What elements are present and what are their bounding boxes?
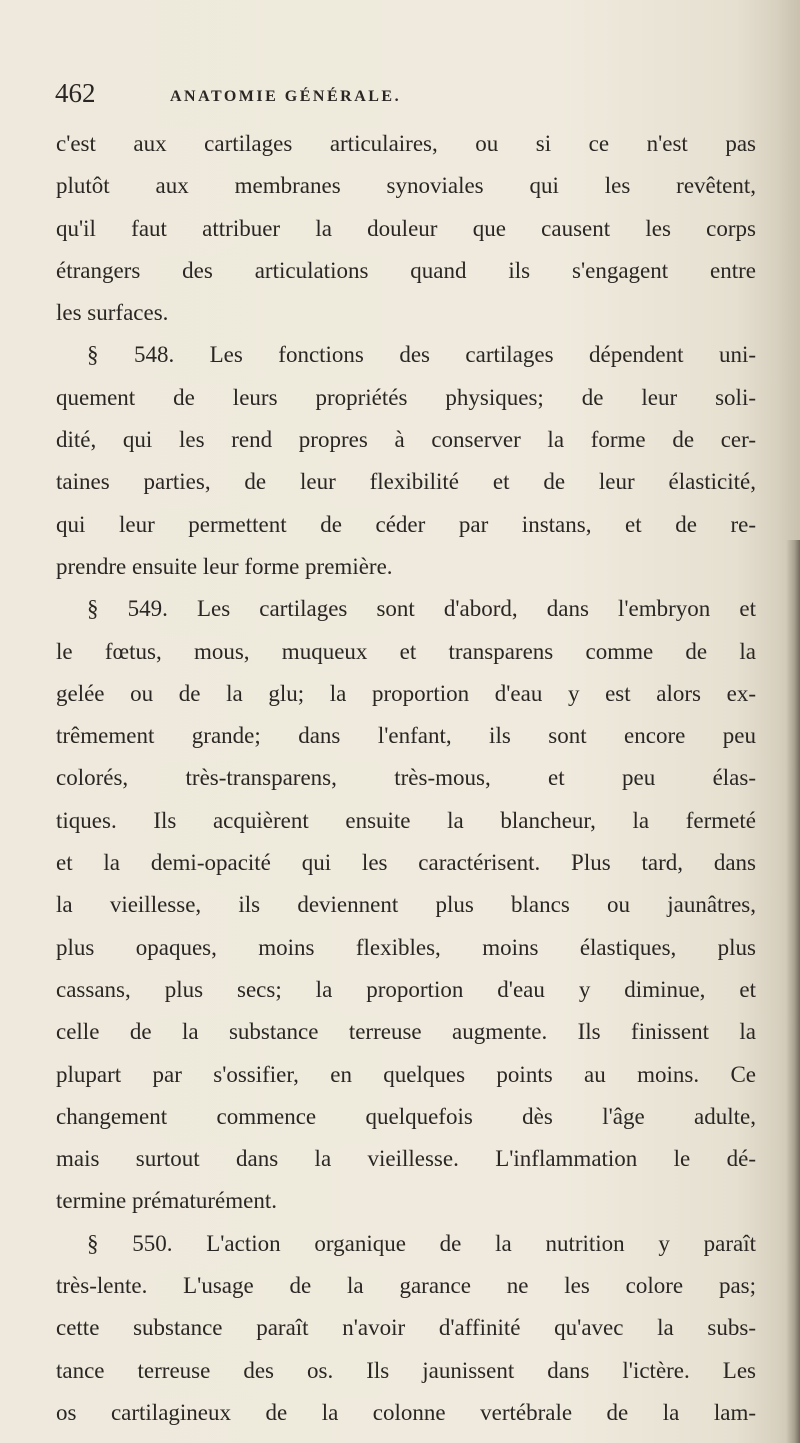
body-text <box>56 123 756 1434</box>
running-title: ANATOMIE GÉNÉRALE. <box>170 88 402 105</box>
text-line: os cartilagineux de la colonne vertébrale de la lam- <box>56 1399 756 1425</box>
text-line: plus opaques, moins flexibles, moins élastiques, plus <box>56 934 756 960</box>
text-line: qu'il faut attribuer la douleur que causent les corps <box>56 215 756 241</box>
text-line: étrangers des articulations quand ils s'engagent entre <box>56 257 756 283</box>
text-line: plupart par s'ossifier, en quelques points au moins. Ce <box>56 1061 756 1087</box>
text-line: § 549. Les cartilages sont d'abord, dans l'embryon et <box>87 596 756 622</box>
text-line: et la demi-opacité qui les caractérisent. Plus tard, dans <box>56 850 756 876</box>
text-line: les surfaces. <box>56 300 169 326</box>
text-line: taines parties, de leur flexibilité et de leur élasticité, <box>56 469 756 495</box>
text-line: § 548. Les fonctions des cartilages dépendent uni- <box>87 342 756 368</box>
text-line: prendre ensuite leur forme première. <box>56 553 393 579</box>
text-line: cette substance paraît n'avoir d'affinité qu'avec la subs- <box>56 1315 756 1341</box>
page-number: 462 <box>55 78 96 108</box>
page-edge-shadow <box>786 540 800 1443</box>
text-line: plutôt aux membranes synoviales qui les revêtent, <box>56 173 756 199</box>
text-line: mais surtout dans la vieillesse. L'inflammation le dé- <box>56 1146 756 1172</box>
text-line: celle de la substance terreuse augmente. Ils finissent la <box>56 1019 756 1045</box>
text-line: c'est aux cartilages articulaires, ou si ce n'est pas <box>56 131 756 156</box>
text-line: qui leur permettent de céder par instans, et de re- <box>56 511 756 537</box>
text-line: le fœtus, mous, muqueux et transparens comme de la <box>56 638 756 664</box>
page-header <box>55 78 755 118</box>
text-line: trêmement grande; dans l'enfant, ils sont encore peu <box>56 723 756 749</box>
text-line: tance terreuse des os. Ils jaunissent dans l'ictère. Les <box>56 1357 756 1383</box>
text-line: très-lente. L'usage de la garance ne les colore pas; <box>56 1273 756 1299</box>
text-line: changement commence quelquefois dès l'âge adulte, <box>56 1103 756 1129</box>
text-line: quement de leurs propriétés physiques; de leur soli- <box>56 384 756 410</box>
text-line: la vieillesse, ils deviennent plus blancs ou jaunâtres, <box>56 892 756 918</box>
text-line: cassans, plus secs; la proportion d'eau y diminue, et <box>56 976 756 1002</box>
text-line: tiques. Ils acquièrent ensuite la blancheur, la fermeté <box>56 807 756 833</box>
text-line: gelée ou de la glu; la proportion d'eau y est alors ex- <box>56 680 756 706</box>
text-line: § 550. L'action organique de la nutrition y paraît <box>87 1230 756 1256</box>
text-line: colorés, très-transparens, très-mous, et peu élas- <box>56 765 756 791</box>
text-line: dité, qui les rend propres à conserver la forme de cer- <box>56 427 756 453</box>
text-line: termine prématurément. <box>56 1188 277 1214</box>
